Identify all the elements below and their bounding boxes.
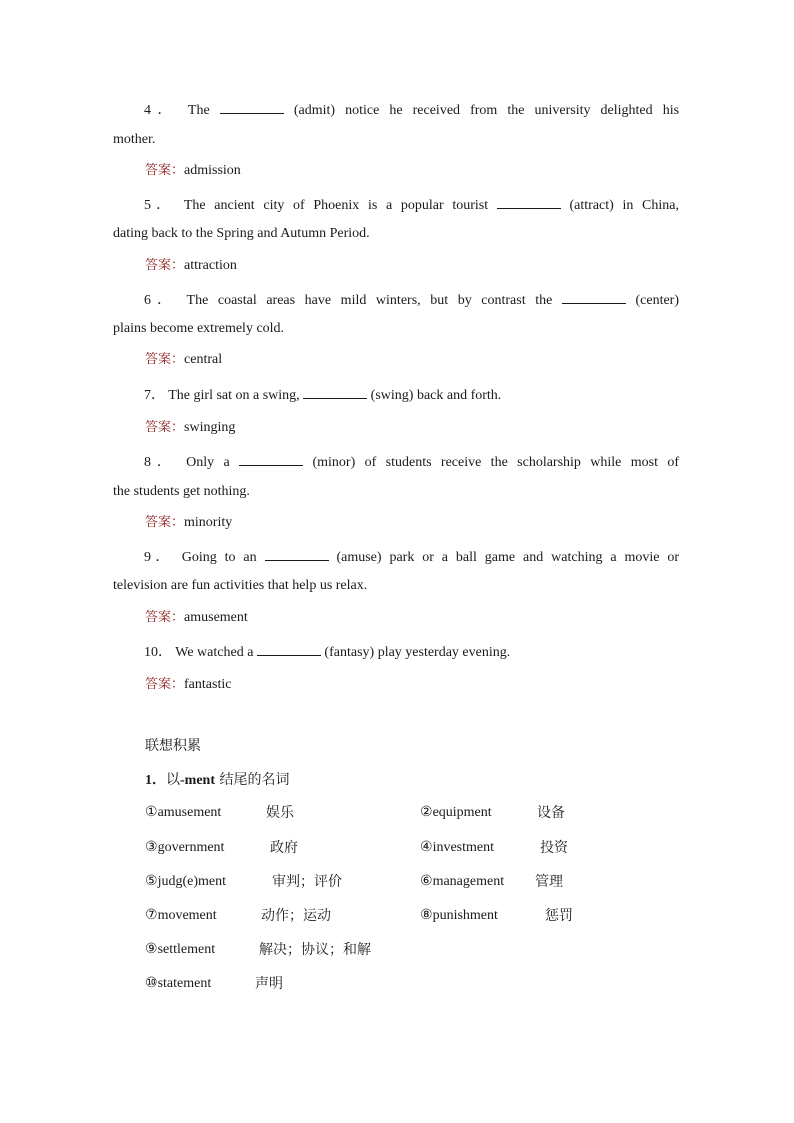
vocab-word: equipment (432, 805, 492, 820)
vocab-meaning: 声明 (255, 976, 283, 992)
answer-blank (265, 547, 329, 561)
vocab-word: judg(e)ment (157, 874, 226, 889)
question-text: of students receive the scholarship while most of (364, 455, 680, 470)
question-text: Going to an (181, 550, 257, 565)
question-number: 9． (144, 550, 174, 565)
answer-label: 答案： (145, 420, 185, 435)
vocab-word: government (157, 840, 225, 855)
vocab-word: management (432, 874, 505, 889)
question-text: notice he received from the university delighted his (345, 103, 680, 118)
vocab-item (420, 907, 573, 925)
answer-text: attraction (184, 258, 237, 273)
word-hint: (swing) (370, 388, 414, 403)
vocab-item (420, 873, 563, 891)
vocab-item (145, 975, 283, 993)
vocab-meaning: 动作；运动 (261, 908, 331, 924)
vocab-word: amusement (157, 805, 222, 820)
question-number: 8． (144, 455, 177, 470)
item-marker: ⑦ (145, 908, 158, 923)
question-5 (113, 195, 679, 215)
answer-label: 答案： (145, 515, 185, 530)
question-continuation: television are fun activities that help us relax. (113, 578, 368, 593)
question-text: We watched a (175, 645, 254, 660)
section-title: 联想积累 (145, 738, 201, 754)
vocab-item (145, 907, 331, 925)
vocab-meaning: 娱乐 (266, 805, 294, 821)
item-marker: ③ (145, 840, 158, 855)
question-continuation: mother. (113, 132, 156, 147)
vocab-item (145, 839, 298, 857)
item-marker: ② (420, 805, 433, 820)
answer-label: 答案： (145, 163, 185, 178)
word-hint: (minor) (312, 455, 356, 470)
answer-blank (220, 100, 284, 114)
question-text: in China, (622, 198, 680, 213)
vocab-item (145, 873, 342, 891)
answer-blank (239, 452, 303, 466)
word-hint: (center) (635, 293, 680, 308)
answer-9 (145, 609, 248, 627)
question-continuation: dating back to the Spring and Autumn Period. (113, 226, 370, 241)
vocab-item (420, 839, 568, 857)
answer-blank (257, 642, 321, 656)
vocab-word: settlement (157, 942, 216, 957)
question-number: 10． (144, 645, 172, 660)
vocab-meaning: 设备 (537, 805, 565, 821)
answer-5 (145, 257, 237, 275)
answer-text: fantastic (184, 677, 232, 692)
subtitle-text: 结尾的名词 (215, 772, 290, 788)
question-8 (113, 452, 679, 472)
answer-label: 答案： (145, 677, 185, 692)
subtitle-prefix: 以 (166, 772, 180, 788)
answer-4 (145, 162, 241, 180)
question-text: back and forth. (416, 388, 502, 403)
question-6 (113, 290, 679, 310)
word-hint: (amuse) (336, 550, 382, 565)
answer-10 (145, 676, 231, 694)
answer-7 (145, 419, 235, 437)
question-text: play yesterday evening. (377, 645, 511, 660)
item-marker: ④ (420, 840, 433, 855)
vocab-meaning: 投资 (540, 840, 568, 856)
answer-text: swinging (184, 420, 236, 435)
word-hint: (attract) (569, 198, 614, 213)
item-marker: ① (145, 805, 158, 820)
answer-label: 答案： (145, 258, 185, 273)
vocab-item (420, 804, 565, 822)
vocab-word: movement (157, 908, 217, 923)
question-7 (113, 385, 679, 405)
question-text: The (187, 103, 210, 118)
vocab-item (145, 941, 371, 959)
subtitle-suffix-word: -ment (180, 773, 215, 788)
question-continuation: the students get nothing. (113, 484, 250, 499)
item-marker: ⑨ (145, 942, 158, 957)
answer-text: amusement (184, 610, 248, 625)
word-hint: (admit) (293, 103, 336, 118)
subtitle-number: 1． (145, 773, 166, 788)
answer-label: 答案： (145, 610, 185, 625)
vocab-meaning: 惩罚 (545, 908, 573, 924)
question-number: 6． (144, 293, 178, 308)
vocab-meaning: 政府 (270, 840, 298, 856)
answer-text: minority (184, 515, 233, 530)
question-continuation: plains become extremely cold. (113, 321, 285, 336)
question-number: 5． (144, 198, 176, 213)
question-9 (113, 547, 679, 567)
question-text: The girl sat on a swing, (168, 388, 300, 403)
item-marker: ⑧ (420, 908, 433, 923)
answer-text: admission (184, 163, 241, 178)
vocab-item (145, 804, 294, 822)
vocab-meaning: 管理 (535, 874, 563, 890)
word-hint: (fantasy) (324, 645, 375, 660)
item-marker: ⑩ (145, 976, 158, 991)
answer-blank (562, 290, 626, 304)
question-4 (113, 100, 679, 120)
section-subtitle (145, 771, 289, 790)
vocab-meaning: 审判；评价 (272, 874, 342, 890)
question-text: park or a ball game and watching a movie or (389, 550, 680, 565)
vocab-word: punishment (432, 908, 498, 923)
question-text: The coastal areas have mild winters, but by contrast the (186, 293, 553, 308)
item-marker: ⑥ (420, 874, 433, 889)
question-10 (113, 642, 679, 662)
question-number: 7． (144, 388, 165, 403)
answer-label: 答案： (145, 352, 185, 367)
answer-6 (145, 351, 222, 369)
answer-8 (145, 514, 232, 532)
vocab-word: investment (432, 840, 494, 855)
vocab-meaning: 解决；协议；和解 (259, 942, 371, 958)
answer-blank (303, 385, 367, 399)
answer-text: central (184, 352, 223, 367)
question-text: Only a (186, 455, 230, 470)
item-marker: ⑤ (145, 874, 158, 889)
answer-blank (497, 195, 561, 209)
question-text: The ancient city of Phoenix is a popular tourist (183, 198, 489, 213)
vocab-word: statement (157, 976, 212, 991)
question-number: 4． (144, 103, 179, 118)
